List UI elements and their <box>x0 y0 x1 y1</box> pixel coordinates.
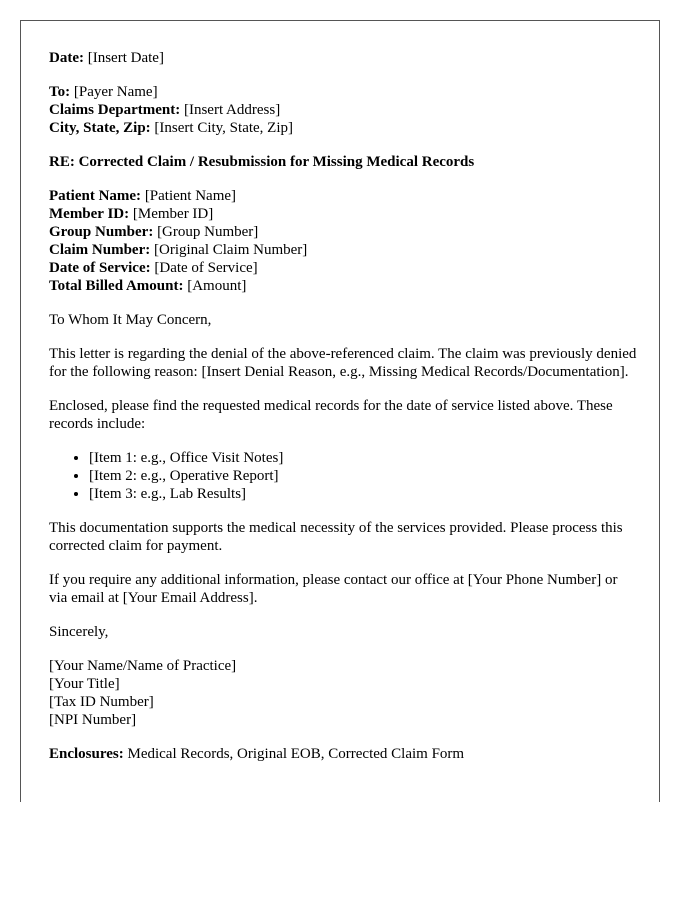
group-value: [Group Number] <box>153 224 259 240</box>
date-label: Date: <box>49 50 84 66</box>
recipient-block <box>49 83 639 137</box>
signature-title: [Your Title] <box>49 676 120 692</box>
paragraph-contact: If you require any additional information, please contact our office at [Your Phone Number] or via email at [Your Email Address]. <box>49 572 618 606</box>
claim-value: [Original Claim Number] <box>150 242 308 258</box>
city-label: City, State, Zip: <box>49 120 151 136</box>
member-line <box>49 205 639 223</box>
group-label: Group Number: <box>49 224 154 240</box>
date-line <box>49 49 639 67</box>
to-label: To: <box>49 84 71 100</box>
dos-value: [Date of Service] <box>150 260 258 276</box>
dept-label: Claims Department: <box>49 102 181 118</box>
subject-line: RE: Corrected Claim / Resubmission for Missing Medical Records <box>49 154 475 170</box>
patient-line <box>49 187 639 205</box>
to-line <box>49 83 639 101</box>
signature-npi: [NPI Number] <box>49 712 137 728</box>
enclosures-value: Medical Records, Original EOB, Corrected Claim Form <box>123 746 465 762</box>
amount-line <box>49 277 639 295</box>
subject-block <box>49 153 639 171</box>
city-value: [Insert City, State, Zip] <box>150 120 294 136</box>
letter-content <box>49 49 639 779</box>
signature-block <box>49 657 639 729</box>
records-list <box>49 449 639 503</box>
amount-label: Total Billed Amount: <box>49 278 184 294</box>
list-item: • [Item 2: e.g., Operative Report] <box>89 467 639 485</box>
dept-value: [Insert Address] <box>180 102 281 118</box>
paragraph-enclosed: Enclosed, please find the requested medical records for the date of service listed above. These records include: <box>49 398 613 432</box>
signature-tax-id: [Tax ID Number] <box>49 694 154 710</box>
enclosures-block <box>49 745 639 763</box>
amount-value: [Amount] <box>183 278 247 294</box>
patient-value: [Patient Name] <box>141 188 237 204</box>
member-label: Member ID: <box>49 206 130 222</box>
closing: Sincerely, <box>49 624 109 640</box>
claim-line <box>49 241 639 259</box>
group-line <box>49 223 639 241</box>
city-line <box>49 119 639 137</box>
claim-info-block <box>49 187 639 295</box>
to-value: [Payer Name] <box>70 84 158 100</box>
enclosures-label: Enclosures: <box>49 746 124 762</box>
paragraph-necessity: This documentation supports the medical necessity of the services provided. Please process this corrected claim for payment. <box>49 520 623 554</box>
enclosures-line <box>49 745 639 763</box>
claim-label: Claim Number: <box>49 242 151 258</box>
dept-line <box>49 101 639 119</box>
dos-line <box>49 259 639 277</box>
date-value: [Insert Date] <box>83 50 164 66</box>
letter-page <box>20 20 660 802</box>
member-value: [Member ID] <box>129 206 214 222</box>
greeting: To Whom It May Concern, <box>49 312 212 328</box>
list-item: • [Item 1: e.g., Office Visit Notes] <box>89 449 639 467</box>
patient-label: Patient Name: <box>49 188 142 204</box>
paragraph-denial: This letter is regarding the denial of the above-referenced claim. The claim was previously denied for the following reason: [Insert Denial Reason, e.g., Missing Medical Records/Documentation]. <box>49 346 637 380</box>
signature-name: [Your Name/Name of Practice] <box>49 658 237 674</box>
dos-label: Date of Service: <box>49 260 151 276</box>
date-block <box>49 49 639 67</box>
list-item: • [Item 3: e.g., Lab Results] <box>89 485 639 503</box>
